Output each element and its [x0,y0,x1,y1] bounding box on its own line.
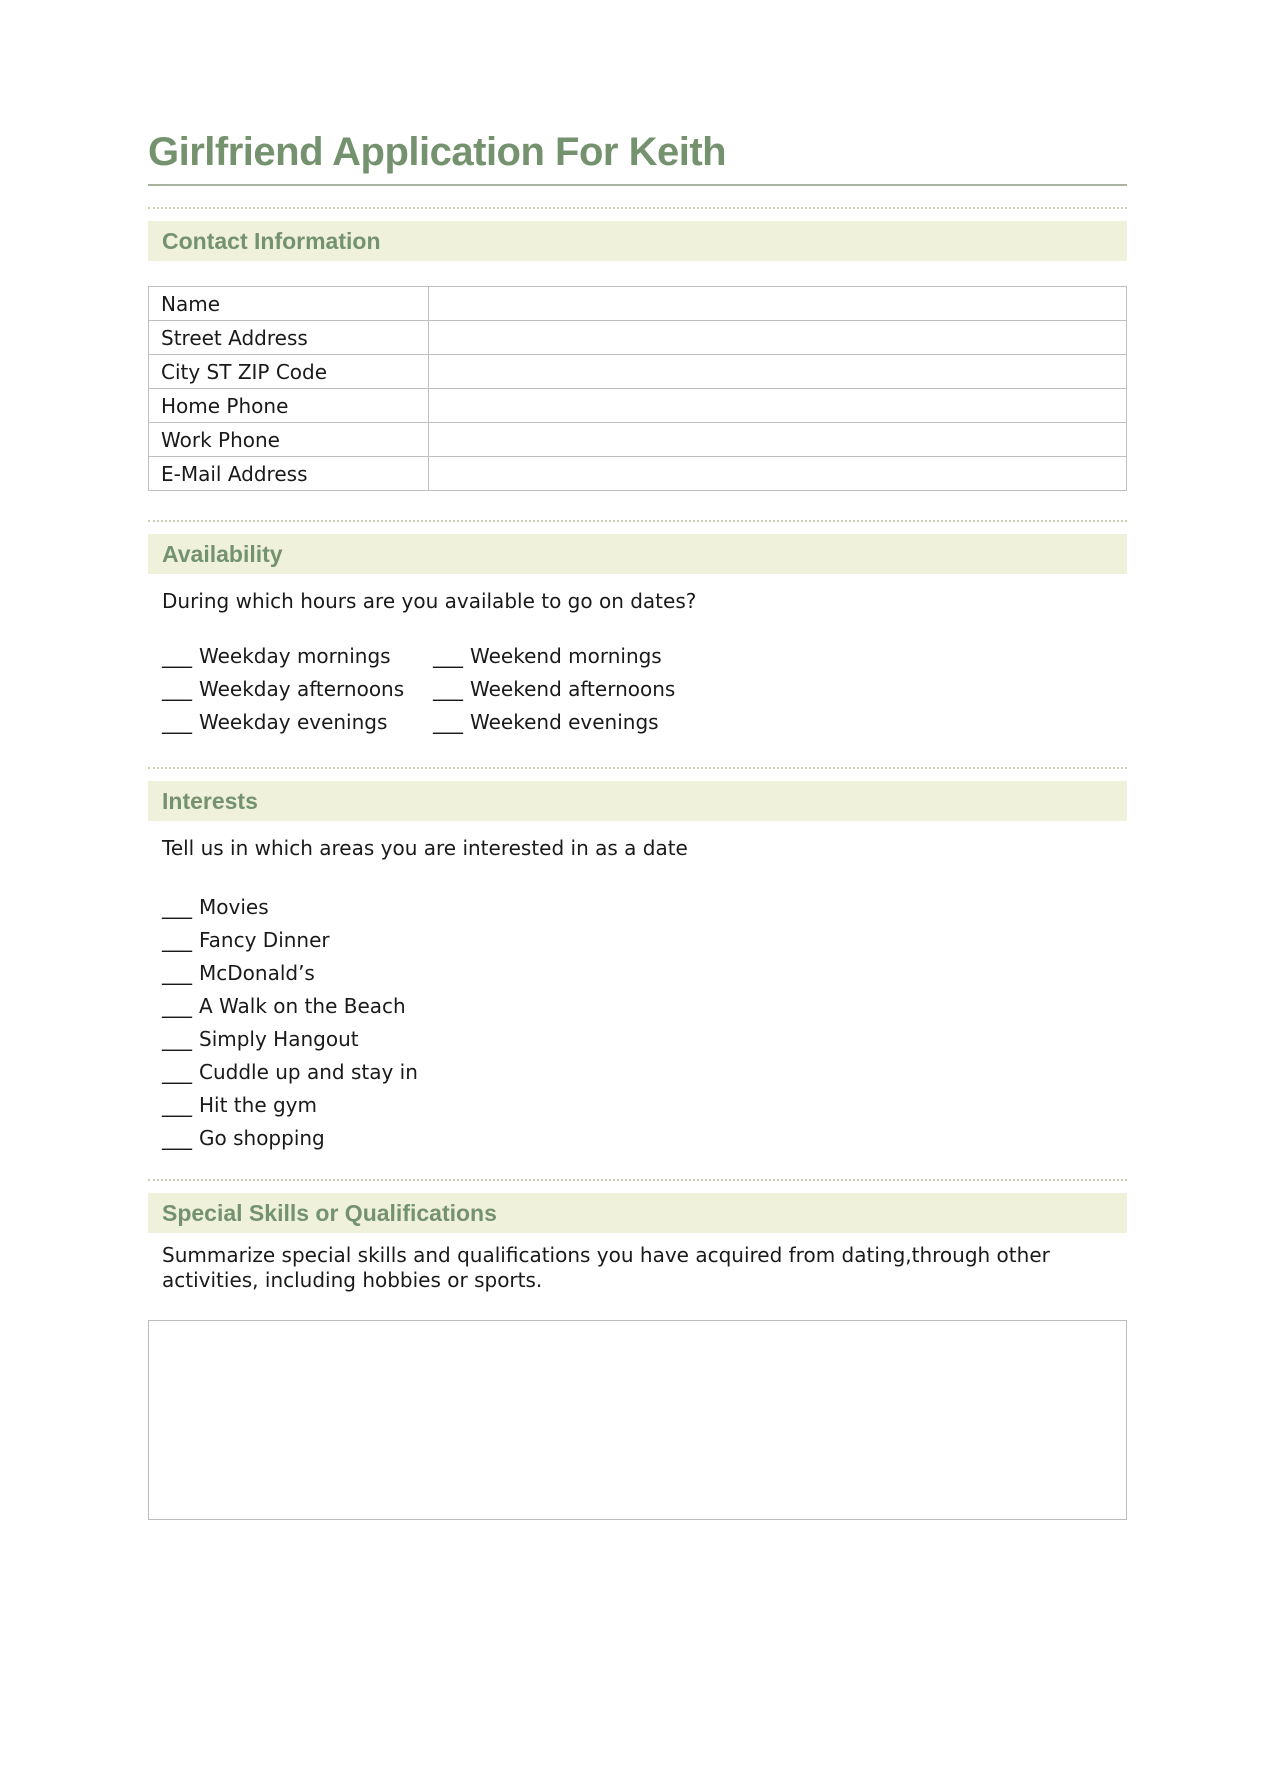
skills-prompt-line: activities, including hobbies or sports. [162,1268,543,1292]
option-label: Weekend mornings [470,644,662,668]
table-row [149,389,1127,423]
fill-in-blank[interactable]: ___ [162,1027,192,1051]
option-label: McDonald’s [199,961,315,985]
availability-row [162,706,1127,739]
interest-option [162,1089,1127,1122]
fill-in-blank[interactable]: ___ [162,710,192,734]
table-row [149,457,1127,491]
option-label: Weekday mornings [199,644,391,668]
document-page [0,128,1275,1778]
dotted-divider [148,767,1127,769]
contact-field-input[interactable] [429,287,1127,321]
fill-in-blank[interactable]: ___ [162,928,192,952]
option-label: Weekend evenings [470,710,659,734]
availability-options [148,640,1127,739]
dotted-divider [148,1179,1127,1181]
contact-field-input[interactable] [429,423,1127,457]
option-label: Cuddle up and stay in [199,1060,418,1084]
fill-in-blank[interactable]: ___ [162,644,192,668]
availability-section-heading: Availability [162,540,283,567]
contact-field-input[interactable] [429,457,1127,491]
title-rule [148,184,1127,186]
fill-in-blank[interactable]: ___ [162,677,192,701]
fill-in-blank[interactable]: ___ [162,1060,192,1084]
interest-option [162,1122,1127,1155]
contact-field-label: E-Mail Address [149,457,429,491]
option-label: Go shopping [199,1126,325,1150]
option-label: A Walk on the Beach [199,994,406,1018]
availability-section-header [148,534,1127,574]
dotted-divider [148,520,1127,522]
skills-answer-box[interactable] [148,1320,1127,1520]
option-label: Fancy Dinner [199,928,330,952]
contact-field-label: Work Phone [149,423,429,457]
availability-option [433,706,659,739]
fill-in-blank[interactable]: ___ [433,710,463,734]
table-row [149,287,1127,321]
table-row [149,423,1127,457]
option-label: Weekday afternoons [199,677,405,701]
fill-in-blank[interactable]: ___ [162,1126,192,1150]
option-label: Weekend afternoons [470,677,676,701]
contact-section-header [148,221,1127,261]
contact-field-input[interactable] [429,355,1127,389]
option-label: Weekday evenings [199,710,388,734]
availability-question: During which hours are you available to go on dates? [162,589,697,613]
availability-row [162,673,1127,706]
skills-prompt [148,1243,1127,1293]
availability-option [162,706,433,739]
fill-in-blank[interactable]: ___ [162,961,192,985]
option-label: Movies [199,895,269,919]
interest-option [162,1023,1127,1056]
contact-field-input[interactable] [429,321,1127,355]
fill-in-blank[interactable]: ___ [162,1093,192,1117]
interests-prompt: Tell us in which areas you are interested in as a date [162,836,688,860]
dotted-divider [148,207,1127,209]
interest-option [162,1056,1127,1089]
table-row [149,321,1127,355]
fill-in-blank[interactable]: ___ [433,677,463,701]
table-row [149,355,1127,389]
interest-option [162,990,1127,1023]
availability-row [162,640,1127,673]
interest-option [162,924,1127,957]
contact-field-label: Home Phone [149,389,429,423]
contact-field-input[interactable] [429,389,1127,423]
contact-table [148,286,1127,491]
availability-option [433,640,662,673]
contact-field-label: Street Address [149,321,429,355]
interest-option [162,957,1127,990]
interests-options [148,891,1127,1155]
interests-section-heading: Interests [162,787,258,814]
interest-option [162,891,1127,924]
availability-option [162,640,433,673]
fill-in-blank[interactable]: ___ [162,994,192,1018]
contact-field-label: Name [149,287,429,321]
skills-section-heading: Special Skills or Qualifications [162,1199,497,1226]
interests-section-header [148,781,1127,821]
fill-in-blank[interactable]: ___ [433,644,463,668]
availability-option [433,673,675,706]
contact-field-label: City ST ZIP Code [149,355,429,389]
page-title: Girlfriend Application For Keith [148,130,727,174]
fill-in-blank[interactable]: ___ [162,895,192,919]
skills-section-header [148,1193,1127,1233]
option-label: Hit the gym [199,1093,317,1117]
option-label: Simply Hangout [199,1027,359,1051]
skills-prompt-line: Summarize special skills and qualifications you have acquired from dating,through other [162,1243,1050,1267]
contact-section-heading: Contact Information [162,227,381,254]
availability-option [162,673,433,706]
